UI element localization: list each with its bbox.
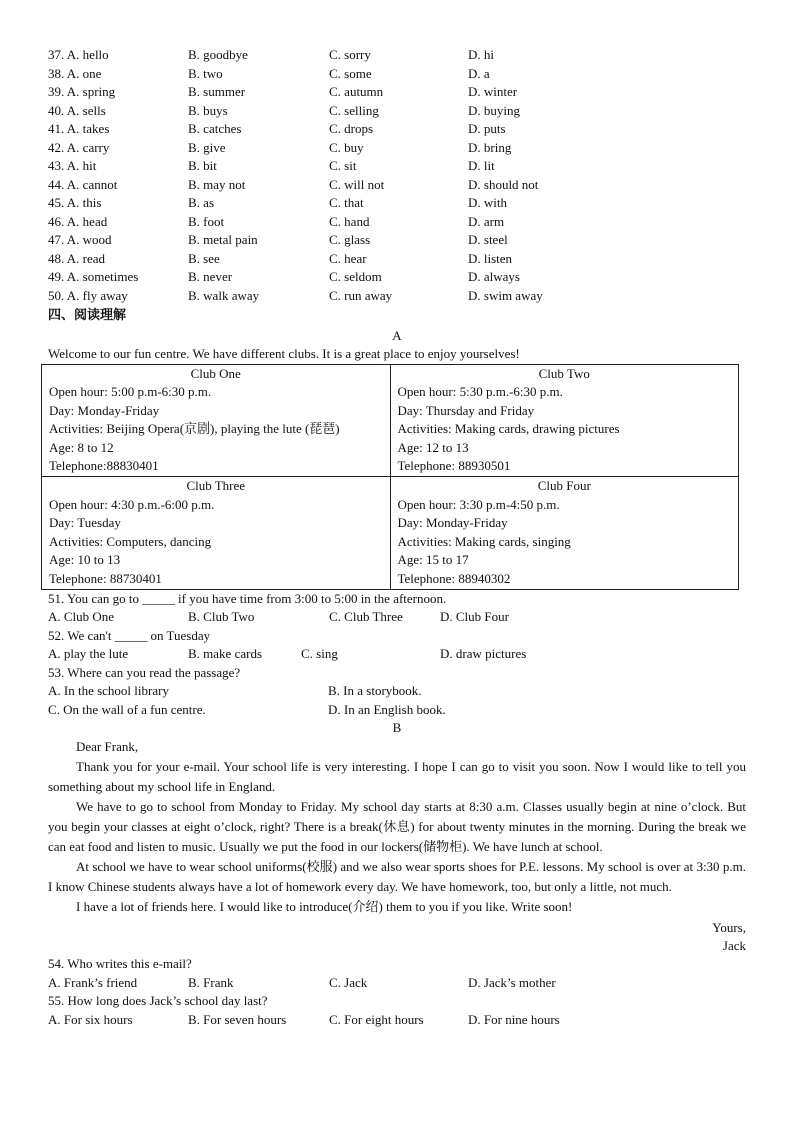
option: D. lit (468, 158, 495, 173)
club-hour: Open hour: 4:30 p.m.-6:00 p.m. (49, 496, 215, 512)
option: C. some (329, 65, 372, 81)
option: B. may not (188, 176, 246, 192)
club-cell (42, 477, 391, 590)
letter (48, 737, 746, 955)
option: C. sit (329, 158, 357, 173)
option: B. make cards (188, 646, 263, 662)
option: D. Jack’s mother (468, 974, 556, 990)
club-telephone: Telephone: 88930501 (397, 458, 511, 474)
club-name: Club One (190, 365, 241, 381)
cloze-row (48, 139, 746, 158)
club-cell (390, 477, 739, 590)
club-hour: Open hour: 5:00 p.m-6:30 p.m. (49, 384, 212, 400)
letter-paragraph: At school we have to wear school uniforms(校服) and we also wear sports shoes for P.E. lessons. My school is over at 3:30 p.m. I know Chinese students always have a lot of homework every day. We have homework, too, but only a little, not much. (48, 859, 746, 895)
option: C. seldom (329, 269, 382, 284)
option: C. Jack (329, 974, 368, 990)
option: 45. A. this (48, 195, 102, 210)
passage-b-label: B (392, 720, 402, 736)
question-54: 54. Who writes this e-mail? (48, 956, 192, 972)
cloze-row (48, 46, 746, 65)
question-54-options (48, 974, 746, 993)
option: B. Club Two (188, 609, 255, 625)
option: A. play the lute (48, 646, 129, 662)
option: B. In a storybook. (328, 683, 422, 699)
cloze-options (48, 46, 746, 305)
option: B. summer (188, 84, 246, 99)
option: D. a (468, 65, 490, 81)
club-activities: Activities: Making cards, singing (397, 533, 571, 549)
option: C. sorry (329, 47, 371, 62)
passage-a-label: A (392, 328, 402, 343)
question-52-options (48, 645, 746, 664)
club-name: Club Four (537, 478, 591, 494)
option: B. see (188, 250, 220, 266)
club-activities: Activities: Making cards, drawing pictures (397, 421, 620, 437)
club-activities: Activities: Beijing Opera(京剧), playing the lute (琵琶) (49, 421, 340, 437)
option: C. that (329, 195, 364, 210)
club-age: Age: 10 to 13 (49, 552, 121, 568)
option: D. steel (468, 232, 508, 247)
option: A. Frank’s friend (48, 974, 138, 990)
option: B. Frank (188, 974, 234, 990)
question-51: 51. You can go to _____ if you have time from 3:00 to 5:00 in the afternoon. (48, 590, 447, 606)
option: B. metal pain (188, 232, 258, 247)
club-age: Age: 8 to 12 (49, 439, 114, 455)
option: B. goodbye (188, 47, 248, 62)
option: 41. A. takes (48, 121, 110, 136)
option: D. with (468, 195, 507, 210)
option: C. hear (329, 250, 367, 266)
option: 48. A. read (48, 250, 106, 266)
option: A. In the school library (48, 683, 169, 699)
option: B. never (188, 269, 233, 284)
option: A. For six hours (48, 1011, 133, 1027)
option: D. listen (468, 250, 513, 266)
club-telephone: Telephone:88830401 (49, 458, 159, 474)
option: 40. A. sells (48, 102, 106, 118)
question-51-options (48, 608, 746, 627)
option: D. puts (468, 121, 506, 136)
letter-paragraph: Thank you for your e-mail. Your school life is very interesting. I hope I can go to visit you soon. Now I would like to tell you something about my school life in England. (48, 759, 746, 795)
option: D. Club Four (440, 609, 509, 625)
club-day: Day: Tuesday (49, 515, 121, 531)
option: B. walk away (188, 287, 260, 303)
option: B. For seven hours (188, 1011, 287, 1027)
club-telephone: Telephone: 88940302 (397, 571, 511, 587)
letter-closing: Yours, (712, 920, 746, 936)
question-52: 52. We can't _____ on Tuesday (48, 627, 211, 643)
cloze-row (48, 120, 746, 139)
option: C. autumn (329, 84, 384, 99)
option: B. buys (188, 102, 228, 118)
option: C. buy (329, 139, 364, 155)
option: D. swim away (468, 287, 543, 303)
cloze-row (48, 65, 746, 84)
club-day: Day: Thursday and Friday (397, 402, 535, 418)
option: D. arm (468, 213, 505, 229)
option: B. bit (188, 158, 217, 173)
option: C. On the wall of a fun centre. (48, 701, 206, 717)
cloze-row (48, 102, 746, 121)
option: D. For nine hours (468, 1011, 560, 1027)
section-title: 四、阅读理解 (48, 308, 127, 323)
option: C. glass (329, 232, 371, 247)
option: B. catches (188, 121, 242, 136)
option: B. give (188, 139, 226, 155)
option: D. always (468, 269, 520, 284)
option: D. hi (468, 47, 494, 62)
club-cell (42, 364, 391, 477)
club-name: Club Three (186, 478, 246, 494)
question-53-options (48, 701, 746, 720)
option: C. run away (329, 287, 393, 303)
option: C. will not (329, 176, 385, 192)
cloze-row (48, 194, 746, 213)
cloze-row (48, 231, 746, 250)
club-day: Day: Monday-Friday (49, 402, 160, 418)
option: B. as (188, 195, 214, 210)
club-name: Club Two (538, 365, 590, 381)
letter-salutation: Dear Frank, (76, 739, 139, 755)
club-hour: Open hour: 3:30 p.m-4:50 p.m. (397, 496, 560, 512)
option: D. bring (468, 139, 512, 155)
option: D. draw pictures (440, 646, 527, 662)
cloze-row (48, 83, 746, 102)
option: B. foot (188, 213, 225, 229)
passage-a-intro: Welcome to our fun centre. We have different clubs. It is a great place to enjoy yourselves! (48, 346, 520, 361)
club-activities: Activities: Computers, dancing (49, 533, 212, 549)
club-hour: Open hour: 5:30 p.m.-6:30 p.m. (397, 384, 563, 400)
club-age: Age: 15 to 17 (397, 552, 469, 568)
option: B. two (188, 65, 223, 81)
letter-paragraph: I have a lot of friends here. I would like to introduce(介绍) them to you if you like. Write soon! (76, 899, 573, 915)
option: 39. A. spring (48, 84, 116, 99)
letter-signature: Jack (722, 938, 746, 954)
option: D. In an English book. (328, 701, 446, 717)
club-day: Day: Monday-Friday (397, 515, 508, 531)
club-age: Age: 12 to 13 (397, 439, 469, 455)
question-55: 55. How long does Jack’s school day last? (48, 993, 268, 1009)
club-cell (390, 364, 739, 477)
cloze-row (48, 157, 746, 176)
option: 37. A. hello (48, 47, 109, 62)
cloze-row (48, 250, 746, 269)
option: 49. A. sometimes (48, 269, 139, 284)
question-53-options (48, 682, 746, 701)
option: 44. A. cannot (48, 176, 118, 192)
option: C. drops (329, 121, 374, 136)
option: 38. A. one (48, 65, 102, 81)
option: 43. A. hit (48, 158, 97, 173)
option: D. winter (468, 84, 518, 99)
option: C. sing (301, 646, 338, 662)
option: C. selling (329, 102, 379, 118)
cloze-row (48, 213, 746, 232)
question-55-options (48, 1011, 746, 1030)
option: D. should not (468, 176, 539, 192)
option: C. For eight hours (329, 1011, 424, 1027)
option: A. Club One (48, 609, 115, 625)
clubs-table (41, 364, 739, 590)
option: C. Club Three (329, 609, 403, 625)
option: C. hand (329, 213, 370, 229)
question-53: 53. Where can you read the passage? (48, 664, 241, 680)
cloze-row (48, 287, 746, 306)
option: 46. A. head (48, 213, 108, 229)
option: D. buying (468, 102, 520, 118)
cloze-row (48, 176, 746, 195)
letter-paragraph: We have to go to school from Monday to Friday. My school day starts at 8:30 a.m. Classes usually begin at nine o’clock. But you begin your classes at eight o’clock, right? There is a break(休息) for about twenty minutes in the morning. During the break we can eat food and listen to music. Usually we put the food in our lockers(储物柜). We have lunch at school. (48, 799, 746, 855)
option: 47. A. wood (48, 232, 112, 247)
club-telephone: Telephone: 88730401 (49, 571, 162, 587)
option: 50. A. fly away (48, 287, 128, 303)
cloze-row (48, 268, 746, 287)
option: 42. A. carry (48, 139, 110, 155)
exam-page (48, 46, 746, 1029)
